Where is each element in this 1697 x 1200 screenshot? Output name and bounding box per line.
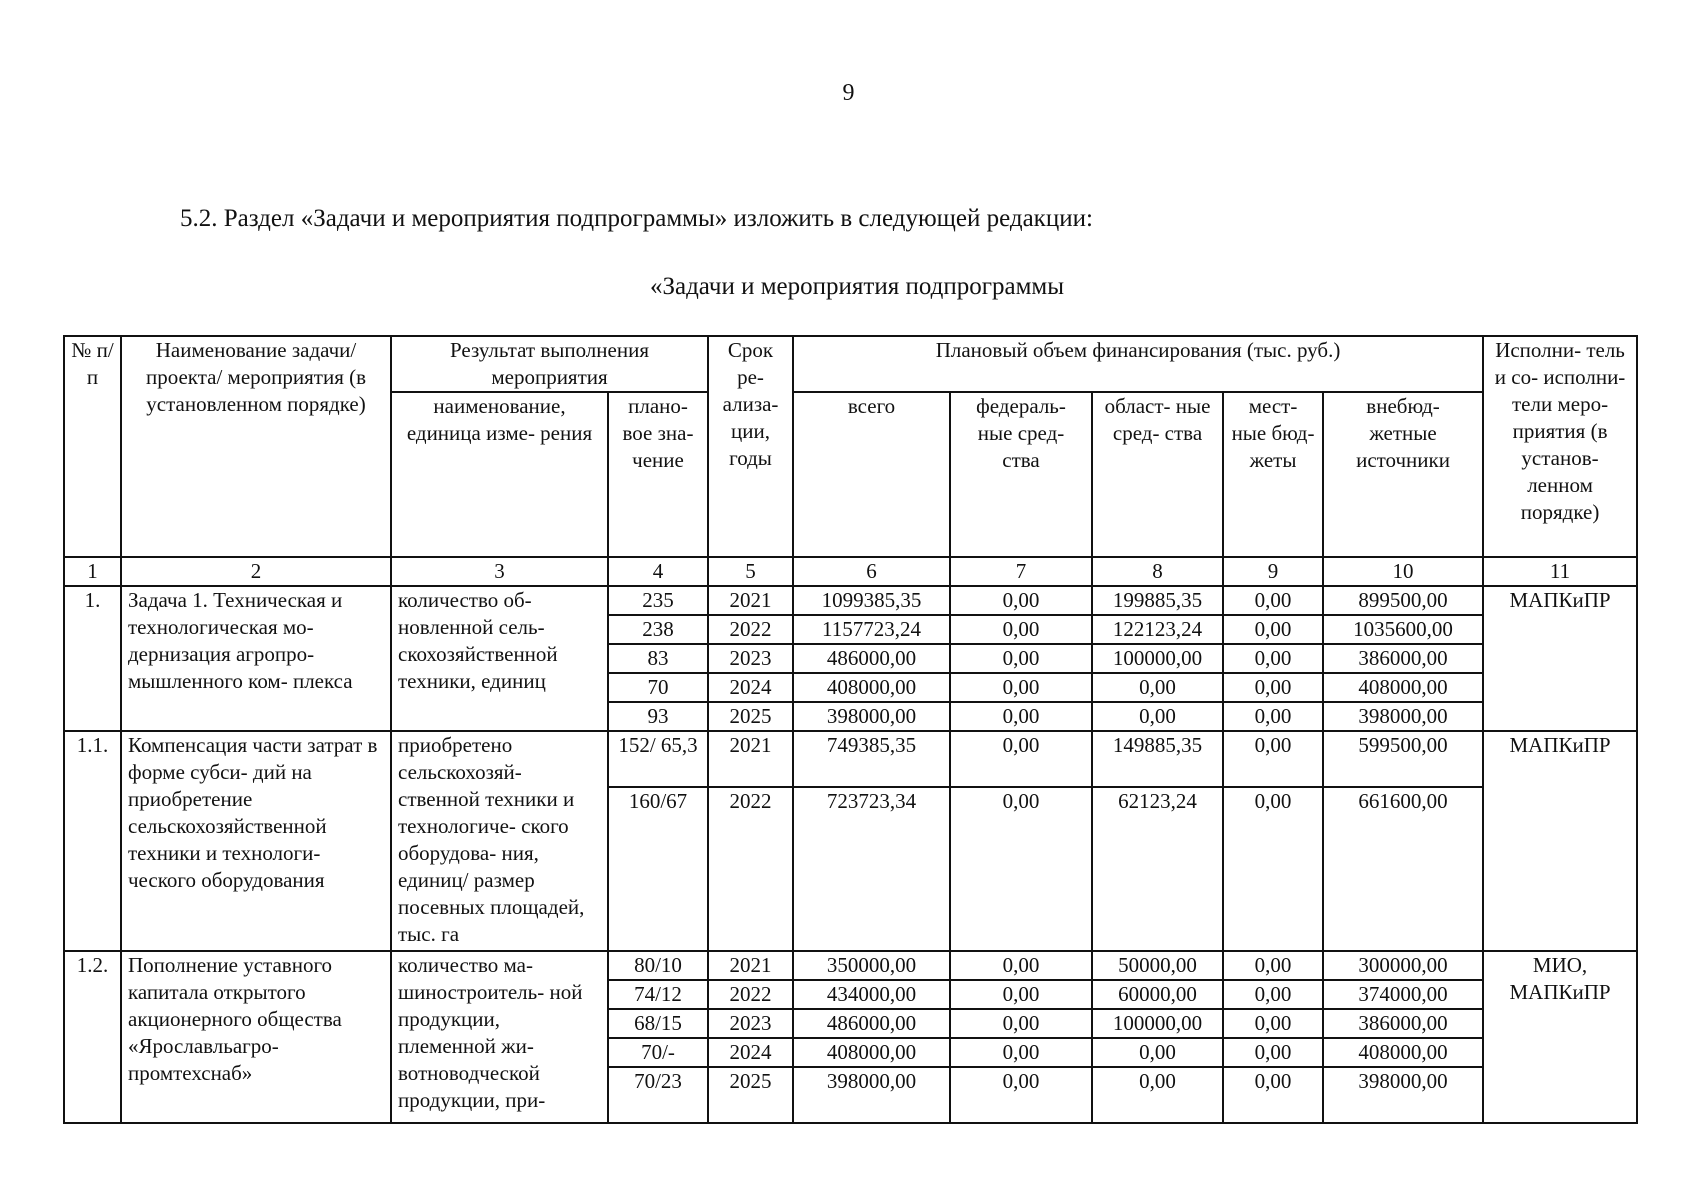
column-number: 2 [121, 557, 391, 586]
extrabudget-amount: 386000,00 [1323, 1009, 1483, 1038]
federal-amount: 0,00 [950, 980, 1092, 1009]
local-amount: 0,00 [1223, 951, 1323, 980]
intro-paragraph: 5.2. Раздел «Задачи и мероприятия подпрограммы» изложить в следующей редакции: [180, 205, 1093, 232]
regional-amount: 0,00 [1092, 673, 1223, 702]
total-amount: 1099385,35 [793, 586, 950, 615]
local-amount: 0,00 [1223, 1009, 1323, 1038]
table-row [64, 951, 1637, 980]
total-amount: 398000,00 [793, 1067, 950, 1123]
year: 2021 [708, 951, 793, 980]
total-amount: 434000,00 [793, 980, 950, 1009]
extrabudget-amount: 1035600,00 [1323, 615, 1483, 644]
result-name: количество ма- шиностроитель- ной продукции, племенной жи- вотноводческой продукции, при- [391, 951, 608, 1123]
column-number: 7 [950, 557, 1092, 586]
result-name: приобретено сельскохозяй- ственной техники и технологиче- ского оборудова- ния, единиц/ размер посевных площадей, тыс. га [391, 731, 608, 951]
federal-amount: 0,00 [950, 586, 1092, 615]
regional-amount: 122123,24 [1092, 615, 1223, 644]
executor: МИО, МАПКиПР [1483, 951, 1637, 1123]
federal-amount: 0,00 [950, 1067, 1092, 1123]
regional-amount: 0,00 [1092, 1067, 1223, 1123]
local-amount: 0,00 [1223, 644, 1323, 673]
year: 2022 [708, 980, 793, 1009]
year: 2021 [708, 731, 793, 787]
page-number: 9 [842, 80, 855, 106]
plan-value: 70/- [608, 1038, 708, 1067]
extrabudget-amount: 899500,00 [1323, 586, 1483, 615]
total-amount: 749385,35 [793, 731, 950, 787]
year: 2025 [708, 702, 793, 731]
header-funding-group: Плановый объем финансирования (тыс. руб.) [793, 336, 1483, 392]
plan-value: 160/67 [608, 787, 708, 951]
column-number: 9 [1223, 557, 1323, 586]
extrabudget-amount: 599500,00 [1323, 731, 1483, 787]
plan-value: 74/12 [608, 980, 708, 1009]
total-amount: 398000,00 [793, 702, 950, 731]
tasks-table [63, 335, 1638, 1124]
header-col-total: всего [793, 392, 950, 557]
year: 2023 [708, 644, 793, 673]
federal-amount: 0,00 [950, 644, 1092, 673]
row-number: 1.2. [64, 951, 121, 1123]
federal-amount: 0,00 [950, 615, 1092, 644]
header-col-term: Срок ре- ализа- ции, годы [708, 336, 793, 557]
header-col-name: Наименование задачи/проекта/ мероприятия (в установленном порядке) [121, 336, 391, 557]
plan-value: 70 [608, 673, 708, 702]
plan-value: 152/ 65,3 [608, 731, 708, 787]
extrabudget-amount: 408000,00 [1323, 1038, 1483, 1067]
total-amount: 486000,00 [793, 644, 950, 673]
extrabudget-amount: 661600,00 [1323, 787, 1483, 951]
total-amount: 408000,00 [793, 673, 950, 702]
local-amount: 0,00 [1223, 1067, 1323, 1123]
regional-amount: 0,00 [1092, 702, 1223, 731]
total-amount: 350000,00 [793, 951, 950, 980]
table-row [64, 586, 1637, 615]
federal-amount: 0,00 [950, 951, 1092, 980]
year: 2023 [708, 1009, 793, 1038]
federal-amount: 0,00 [950, 702, 1092, 731]
header-result-group: Результат выполнения мероприятия [391, 336, 708, 392]
federal-amount: 0,00 [950, 731, 1092, 787]
plan-value: 235 [608, 586, 708, 615]
year: 2022 [708, 787, 793, 951]
federal-amount: 0,00 [950, 1038, 1092, 1067]
year: 2025 [708, 1067, 793, 1123]
local-amount: 0,00 [1223, 615, 1323, 644]
year: 2024 [708, 673, 793, 702]
total-amount: 486000,00 [793, 1009, 950, 1038]
extrabudget-amount: 398000,00 [1323, 1067, 1483, 1123]
plan-value: 68/15 [608, 1009, 708, 1038]
regional-amount: 50000,00 [1092, 951, 1223, 980]
local-amount: 0,00 [1223, 1038, 1323, 1067]
total-amount: 408000,00 [793, 1038, 950, 1067]
row-number: 1.1. [64, 731, 121, 951]
extrabudget-amount: 300000,00 [1323, 951, 1483, 980]
local-amount: 0,00 [1223, 787, 1323, 951]
header-col-num: № п/п [64, 336, 121, 557]
regional-amount: 0,00 [1092, 1038, 1223, 1067]
federal-amount: 0,00 [950, 787, 1092, 951]
plan-value: 80/10 [608, 951, 708, 980]
table-title: «Задачи и мероприятия подпрограммы [649, 273, 1065, 300]
column-number: 10 [1323, 557, 1483, 586]
regional-amount: 100000,00 [1092, 1009, 1223, 1038]
result-name: количество об- новленной сель- скохозяйственной техники, единиц [391, 586, 608, 731]
local-amount: 0,00 [1223, 702, 1323, 731]
total-amount: 723723,34 [793, 787, 950, 951]
regional-amount: 60000,00 [1092, 980, 1223, 1009]
table-row [64, 731, 1637, 787]
plan-value: 70/23 [608, 1067, 708, 1123]
row-number: 1. [64, 586, 121, 731]
task-name: Пополнение уставного капитала открытого акционерного общества «Ярославльагро- промтехснаб» [121, 951, 391, 1123]
regional-amount: 199885,35 [1092, 586, 1223, 615]
column-number: 4 [608, 557, 708, 586]
local-amount: 0,00 [1223, 673, 1323, 702]
header-col-extrabudget: внебюд- жетные источники [1323, 392, 1483, 557]
federal-amount: 0,00 [950, 1009, 1092, 1038]
year: 2022 [708, 615, 793, 644]
header-col-regional: област- ные сред- ства [1092, 392, 1223, 557]
executor: МАПКиПР [1483, 586, 1637, 731]
column-numbers-row [64, 557, 1637, 586]
column-number: 5 [708, 557, 793, 586]
total-amount: 1157723,24 [793, 615, 950, 644]
plan-value: 83 [608, 644, 708, 673]
column-number: 3 [391, 557, 608, 586]
column-number: 6 [793, 557, 950, 586]
header-col-plan-value: плано- вое зна- чение [608, 392, 708, 557]
federal-amount: 0,00 [950, 673, 1092, 702]
local-amount: 0,00 [1223, 586, 1323, 615]
header-col-local: мест- ные бюд- жеты [1223, 392, 1323, 557]
local-amount: 0,00 [1223, 980, 1323, 1009]
regional-amount: 149885,35 [1092, 731, 1223, 787]
extrabudget-amount: 386000,00 [1323, 644, 1483, 673]
extrabudget-amount: 374000,00 [1323, 980, 1483, 1009]
year: 2021 [708, 586, 793, 615]
header-col-executor: Исполни- тель и со- исполни- тели меро- приятия (в установ- ленном порядке) [1483, 336, 1637, 557]
column-number: 1 [64, 557, 121, 586]
regional-amount: 62123,24 [1092, 787, 1223, 951]
plan-value: 238 [608, 615, 708, 644]
year: 2024 [708, 1038, 793, 1067]
regional-amount: 100000,00 [1092, 644, 1223, 673]
column-number: 11 [1483, 557, 1637, 586]
extrabudget-amount: 408000,00 [1323, 673, 1483, 702]
task-name: Задача 1. Техническая и технологическая мо- дернизация агропро- мышленного ком- плекса [121, 586, 391, 731]
local-amount: 0,00 [1223, 731, 1323, 787]
header-col-result-name: наименование, единица изме- рения [391, 392, 608, 557]
task-name: Компенсация части затрат в форме субси- дий на приобретение сельскохозяйственной техники и технологи- ческого оборудования [121, 731, 391, 951]
executor: МАПКиПР [1483, 731, 1637, 951]
header-col-federal: федераль- ные сред- ства [950, 392, 1092, 557]
plan-value: 93 [608, 702, 708, 731]
column-number: 8 [1092, 557, 1223, 586]
extrabudget-amount: 398000,00 [1323, 702, 1483, 731]
